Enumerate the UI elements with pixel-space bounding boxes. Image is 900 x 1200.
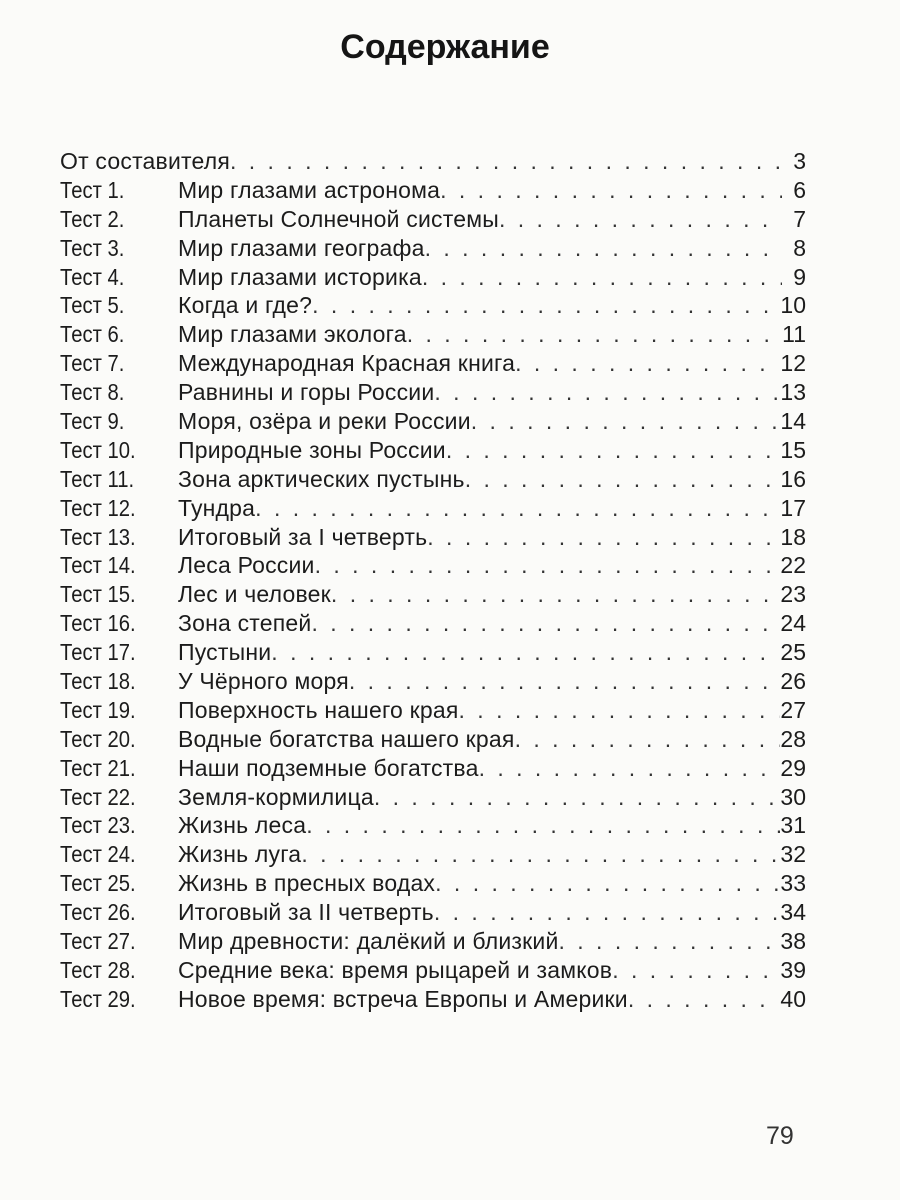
entry-number: Тест 13. [60,523,136,550]
entry-title: Мир глазами историка [178,263,422,290]
toc-entry [60,986,806,1015]
toc-entry [60,408,806,437]
dot-leader [612,957,780,984]
entry-page: 32 [780,841,806,868]
dot-leader [349,668,781,695]
entry-page: 11 [782,321,806,348]
entry-number: Тест 7. [60,350,125,377]
toc-entry [60,928,806,957]
toc-entry [60,235,806,264]
entry-page: 17 [780,494,806,521]
entry-number: Тест 14. [60,552,136,579]
toc-entry [60,495,806,524]
toc-entry [60,437,806,466]
entry-title: Международная Красная книга [178,350,516,377]
entry-number: Тест 24. [60,841,136,868]
entry-title: Новое время: встреча Европы и Америки [178,985,628,1012]
entry-page: 8 [793,234,806,261]
entry-number: Тест 20. [60,725,136,752]
entry-title: Водные богатства нашего края [178,725,515,752]
entry-page: 14 [780,408,806,435]
toc-entry [60,697,806,726]
dot-leader [515,726,781,753]
dot-leader [301,841,780,868]
dot-leader [515,350,780,377]
dot-leader [434,899,781,926]
entry-page: 10 [780,292,806,319]
entry-number: Тест 2. [60,205,125,232]
toc-entry [60,870,806,899]
dot-leader [230,148,782,175]
entry-title: Тундра [178,494,256,521]
entry-title: У Чёрного моря [178,668,349,695]
toc-entry [60,466,806,495]
entry-number: Тест 4. [60,263,125,290]
dot-leader [315,552,781,579]
entry-number: Тест 3. [60,234,125,261]
entry-title: Мир древности: далёкий и близкий [178,928,559,955]
entry-page: 18 [780,523,806,550]
dot-leader [435,870,780,897]
toc-entry [60,610,806,639]
entry-number: Тест 10. [60,436,136,463]
entry-page: 38 [780,928,806,955]
entry-number: Тест 18. [60,668,136,695]
entry-page: 33 [780,870,806,897]
entry-title: Земля-кормилица [178,783,374,810]
entry-title: От составителя [60,148,230,174]
entry-page: 7 [793,205,806,232]
toc-entry [60,784,806,813]
entry-title: Леса России [178,552,315,579]
entry-title: Мир глазами эколога [178,321,407,348]
dot-leader [271,639,780,666]
entry-page: 6 [793,176,806,203]
entry-page: 12 [780,350,806,377]
dot-leader [331,581,780,608]
entry-number: Тест 6. [60,321,125,348]
dot-leader [440,177,782,204]
entry-page: 27 [780,696,806,723]
dot-leader [479,755,781,782]
entry-page: 23 [780,581,806,608]
dot-leader [459,697,781,724]
toc-entry [60,524,806,553]
dot-leader [374,784,781,811]
toc-entry [60,899,806,928]
dot-leader [306,812,780,839]
toc-entry [60,668,806,697]
entry-page: 28 [780,725,806,752]
entry-number: Тест 28. [60,956,136,983]
entry-number: Тест 29. [60,985,136,1012]
entry-number: Тест 5. [60,292,125,319]
dot-leader [446,437,781,464]
entry-page: 30 [780,783,806,810]
dot-leader [499,206,782,233]
entry-title: Жизнь леса [178,812,307,839]
toc-entry [60,264,806,293]
entry-number: Тест 23. [60,812,136,839]
entry-title: Зона арктических пустынь [178,465,465,492]
entry-page: 34 [780,899,806,926]
entry-number: Тест 17. [60,639,136,666]
entry-page: 24 [780,610,806,637]
dot-leader [425,235,782,262]
entry-page: 26 [780,668,806,695]
entry-title: Когда и где? [178,292,313,319]
entry-page: 40 [780,985,806,1012]
entry-number: Тест 16. [60,610,136,637]
entry-title: Мир глазами географа [178,234,425,261]
toc-entry [60,206,806,235]
entry-number: Тест 15. [60,581,136,608]
toc-entry [60,379,806,408]
entry-title: Моря, озёра и реки России [178,408,471,435]
dot-leader [465,466,781,493]
entry-title: Планеты Солнечной системы [178,205,499,232]
entry-title: Природные зоны России [178,436,446,463]
entry-title: Поверхность нашего края [178,696,459,723]
toc-entry [60,321,806,350]
dot-leader [471,408,781,435]
entry-number: Тест 8. [60,379,125,406]
toc-entry [60,841,806,870]
toc-entry [60,726,806,755]
entry-number: Тест 1. [60,176,125,203]
dot-leader [255,495,780,522]
toc-entry [60,639,806,668]
dot-leader [311,610,780,637]
entry-number: Тест 12. [60,494,136,521]
entry-title: Равнины и горы России [178,379,435,406]
toc-entry [60,812,806,841]
entry-number: Тест 25. [60,870,136,897]
dot-leader [559,928,781,955]
toc-entry [60,755,806,784]
entry-number: Тест 9. [60,408,125,435]
toc-entry [60,957,806,986]
entry-page: 9 [793,263,806,290]
entry-title: Пустыни [178,639,272,666]
page-number: 79 [766,1122,794,1150]
toc-entry [60,292,806,321]
entry-page: 3 [793,148,806,174]
entry-page: 25 [780,639,806,666]
toc-entry [60,552,806,581]
entry-number: Тест 19. [60,696,136,723]
dot-leader [407,321,782,348]
entry-title: Жизнь луга [178,841,302,868]
entry-page: 22 [780,552,806,579]
dot-leader [434,379,780,406]
toc-entry [60,148,806,177]
entry-page: 16 [780,465,806,492]
entry-number: Тест 21. [60,754,136,781]
entry-number: Тест 27. [60,928,136,955]
toc-entry [60,581,806,610]
entry-page: 31 [780,812,806,839]
entry-title: Итоговый за I четверть [178,523,428,550]
toc-entry [60,350,806,379]
entry-page: 29 [780,754,806,781]
entry-number: Тест 11. [60,465,135,492]
entry-title: Итоговый за II четверть [178,899,434,926]
entry-number: Тест 26. [60,899,136,926]
toc-entry [60,177,806,206]
dot-leader [312,292,780,319]
page-title: Содержание [340,28,550,66]
entry-title: Наши подземные богатства [178,754,479,781]
table-of-contents [60,148,806,1015]
entry-number: Тест 22. [60,783,136,810]
dot-leader [427,524,780,551]
entry-title: Жизнь в пресных водах [178,870,436,897]
entry-page: 15 [780,436,806,463]
entry-title: Мир глазами астронома [178,176,441,203]
entry-page: 13 [780,379,806,406]
dot-leader [422,264,782,291]
entry-title: Зона степей [178,610,312,637]
dot-leader [628,986,781,1013]
entry-title: Лес и человек [178,581,331,608]
entry-page: 39 [780,956,806,983]
entry-title: Средние века: время рыцарей и замков [178,956,613,983]
